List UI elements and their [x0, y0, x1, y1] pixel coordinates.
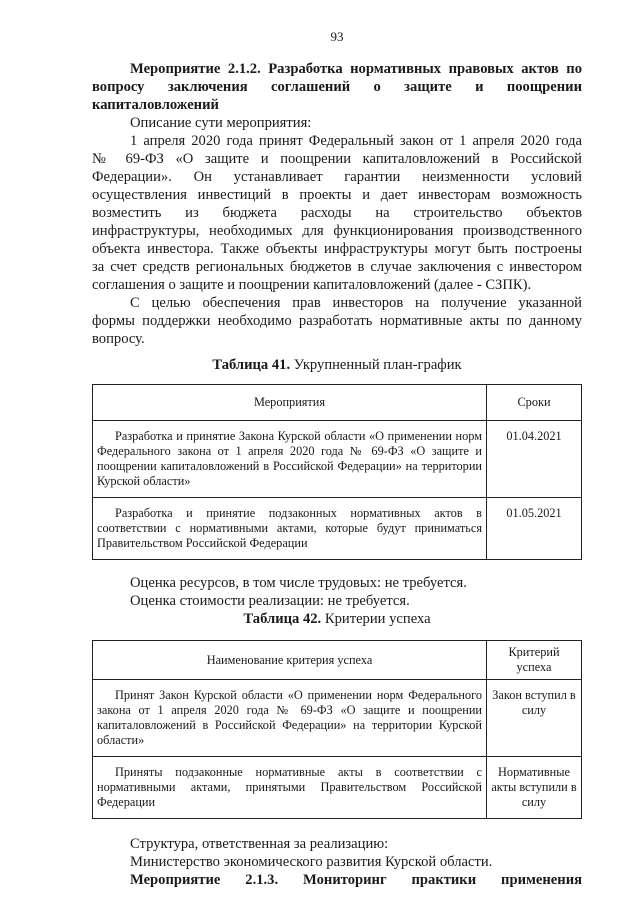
paragraph-line: 1 апреля 2020 года принят Федеральный закон от 1 апреля 2020 года	[130, 133, 582, 149]
responsible-structure-label: Структура, ответственная за реализацию:	[130, 836, 389, 852]
table-41-plan-schedule	[92, 384, 582, 560]
criterion-name-cell: Приняты подзаконные нормативные акты в соответствии с нормативными актами, принятыми Правительством Российской Федерации	[93, 757, 487, 819]
column-header-events: Мероприятия	[93, 385, 487, 421]
paragraph-line: инфраструктуры, необходимых для функционирования производственного	[92, 223, 582, 239]
table-41-caption-title: Укрупненный план-график	[290, 357, 462, 373]
section-heading-line: капиталовложений	[92, 97, 219, 113]
criterion-cell: Нормативные акты вступили в силу	[487, 757, 582, 819]
paragraph-line: формы поддержки необходимо разработать нормативные акты по данному	[92, 313, 582, 329]
paragraph-line: С целью обеспечения прав инвесторов на получение указанной	[130, 295, 582, 311]
page-number: 93	[330, 29, 344, 44]
paragraph-purpose	[92, 294, 582, 348]
date-cell: 01.04.2021	[487, 421, 582, 498]
section-heading-line: вопросу заключения соглашений о защите и поощрении	[92, 79, 582, 95]
table-42-caption	[92, 610, 582, 628]
column-header-dates: Сроки	[487, 385, 582, 421]
paragraph-line: № 69-ФЗ «О защите и поощрении капиталовложений в Российской	[92, 151, 582, 167]
criterion-name-cell: Принят Закон Курской области «О применении норм Федерального закона от 1 апреля 2020 года № 69-ФЗ «О защите и поощрении капиталовложений в Российской Федерации» на территории Курской области»	[93, 680, 487, 757]
paragraph-line: соглашения о защите и поощрении капиталовложений (далее - СЗПК).	[92, 277, 532, 293]
section-heading-line: Мероприятие 2.1.2. Разработка нормативных правовых актов по	[130, 61, 582, 77]
table-42-success-criteria	[92, 640, 582, 819]
paragraph-line: вопросу.	[92, 331, 145, 347]
section-heading	[92, 60, 582, 114]
column-header-criterion: Критерий успеха	[487, 641, 582, 680]
cost-assessment: Оценка стоимости реализации: не требуется.	[130, 593, 410, 609]
event-cell: Разработка и принятие подзаконных нормативных актов в соответствии с нормативными актами, которые будут приниматься Правительством Российской Федерации	[93, 498, 487, 560]
responsible-structure-value: Министерство экономического развития Курской области.	[130, 854, 493, 870]
paragraph-line: Федерации». Он устанавливает гарантии неизменности условий	[92, 169, 582, 185]
table-row	[93, 498, 582, 560]
table-header-row	[93, 385, 582, 421]
table-41-caption-number: Таблица 41.	[212, 357, 291, 373]
table-row	[93, 757, 582, 819]
table-42-caption-title: Критерии успеха	[321, 611, 431, 627]
table-41-caption	[92, 356, 582, 374]
next-section-heading: Мероприятие 2.1.3. Мониторинг практики применения	[130, 872, 582, 888]
resources-assessment: Оценка ресурсов, в том числе трудовых: не требуется.	[130, 575, 467, 591]
paragraph-law-description	[92, 132, 582, 294]
paragraph-line: за счет средств региональных бюджетов в случае заключения с инвестором	[92, 259, 582, 275]
paragraph-line: осуществления инвестиций в проекты и дает инвесторам возможность	[92, 187, 582, 203]
event-cell: Разработка и принятие Закона Курской области «О применении норм Федерального закона от 1 апреля 2020 года № 69-ФЗ «О защите и поощрении капиталовложений в Российской Федерации» на территории Курской области»	[93, 421, 487, 498]
table-42-caption-number: Таблица 42.	[243, 611, 322, 627]
table-row	[93, 421, 582, 498]
paragraph-line: возместить из бюджета расходы на строительство объектов	[92, 205, 582, 221]
column-header-criterion-name: Наименование критерия успеха	[93, 641, 487, 680]
criterion-cell: Закон вступил в силу	[487, 680, 582, 757]
intro-label: Описание сути мероприятия:	[130, 115, 312, 131]
table-header-row	[93, 641, 582, 680]
document-page	[92, 28, 582, 889]
table-row	[93, 680, 582, 757]
date-cell: 01.05.2021	[487, 498, 582, 560]
paragraph-line: объекта инвестора. Также объекты инфраструктуры могут быть построены	[92, 241, 582, 257]
